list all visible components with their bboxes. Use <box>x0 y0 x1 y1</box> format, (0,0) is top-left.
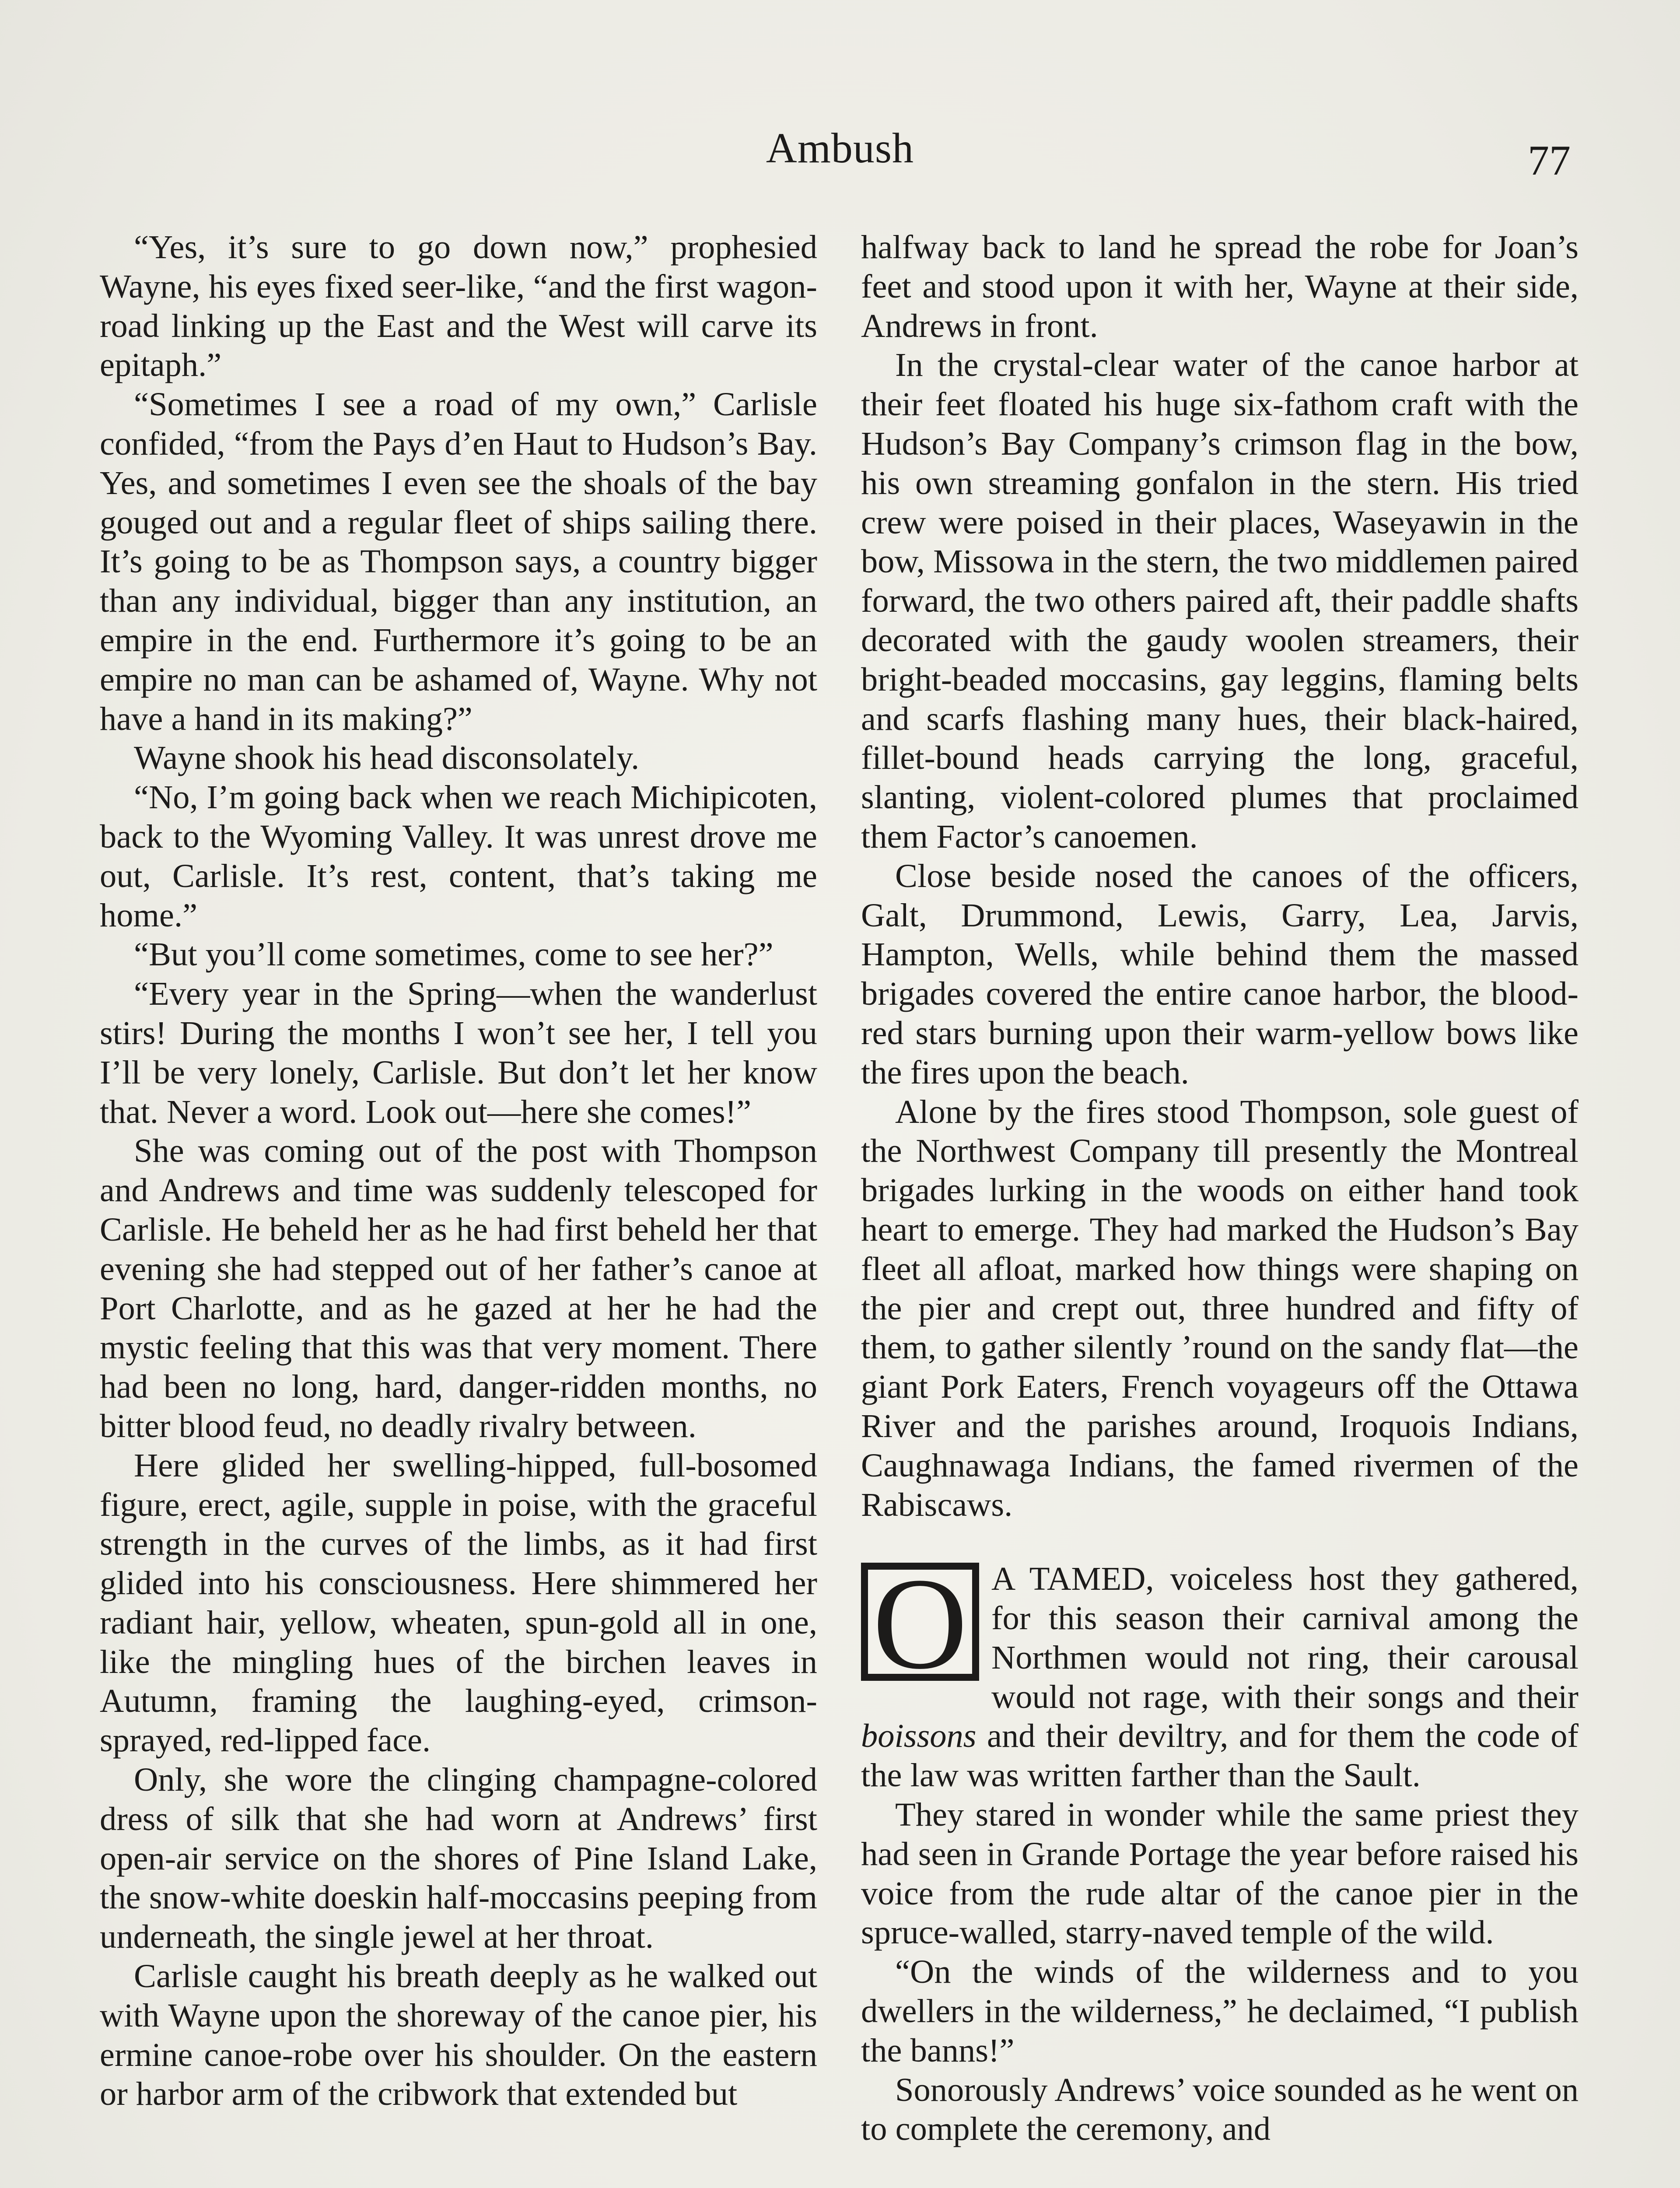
drop-cap-paragraph-text: A TAMED, voiceless host they gathered, for this season their carnival among the Northmen would not ring, their carousal would not rage, with their songs and their <box>991 1560 1578 1715</box>
paragraph: “Sometimes I see a road of my own,” Carlisle confided, “from the Pays d’en Haut to Hudson’s Bay. Yes, and sometimes I even see the shoals of the bay gouged out and a regular fleet of ships sailing there. It’s going to be as Thompson says, a country bigger than any individual, bigger than any institution, an empire in the end. Furthermore it’s going to be an empire no man can be ashamed of, Wayne. Why not have a hand in its making?” <box>100 386 817 737</box>
paragraph: “No, I’m going back when we reach Michipicoten, back to the Wyoming Valley. It was unrest drove me out, Carlisle. It’s rest, content, that’s taking me home.” <box>100 778 817 934</box>
right-column <box>861 228 1578 2149</box>
drop-cap <box>861 1551 979 1697</box>
running-title: Ambush <box>766 125 914 172</box>
paragraph: Close beside nosed the canoes of the officers, Galt, Drummond, Lewis, Garry, Lea, Jarvis, Hampton, Wells, while behind them the massed brigades covered the entire canoe harbor, the blood-red stars burning upon their warm-yellow bows like the fires upon the beach. <box>861 857 1578 1091</box>
drop-cap-paragraph-text: and their deviltry, and for them the code of the law was written farther than the Sault. <box>861 1717 1578 1794</box>
paragraph: “Every year in the Spring—when the wanderlust stirs! During the months I won’t see her, I tell you I’ll be very lonely, Carlisle. But don’t let her know that. Never a word. Look out—here she comes!” <box>100 975 817 1130</box>
paragraph: Here glided her swelling-hipped, full-bosomed figure, erect, agile, supple in poise, with the graceful strength in the curves of the limbs, as it had first glided into his consciousness. Here shimmered her radiant hair, yellow, wheaten, spun-gold all in one, like the mingling hues of the birchen leaves in Autumn, framing the laughing-eyed, crimson-sprayed, red-lipped face. <box>100 1446 817 1759</box>
paragraph: Only, she wore the clinging champagne-colored dress of silk that she had worn at Andrews’ first open-air service on the shores of Pine Island Lake, the snow-white doeskin half-moccasins peeping from underneath, the single jewel at her throat. <box>100 1761 817 1956</box>
paragraph: They stared in wonder while the same priest they had seen in Grande Portage the year before raised his voice from the rude altar of the canoe pier in the spruce-walled, starry-naved temple of the wild. <box>861 1796 1578 1951</box>
paragraph: Wayne shook his head disconsolately. <box>134 739 640 777</box>
paragraph: “But you’ll come sometimes, come to see her?” <box>134 936 774 973</box>
paragraph: In the crystal-clear water of the canoe harbor at their feet floated his huge six-fathom craft with the Hudson’s Bay Company’s crimson flag in the bow, his own streaming gonfalon in the stern. His tried crew were poised in their places, Waseyawin in the bow, Missowa in the stern, the two middlemen paired forward, the two others paired aft, their paddle shafts decorated with the gaudy woolen streamers, their bright-beaded moccasins, gay leggins, flaming belts and scarfs flashing many hues, their black-haired, fillet-bound heads carrying the long, graceful, slanting, violent-colored plumes that proclaimed them Factor’s canoemen. <box>861 346 1578 855</box>
paragraph: Sonorously Andrews’ voice sounded as he went on to complete the ceremony, and <box>861 2071 1578 2148</box>
paragraph: “Yes, it’s sure to go down now,” prophesied Wayne, his eyes fixed seer-like, “and the first wagon-road linking up the East and the West will carve its epitaph.” <box>100 228 817 384</box>
drop-cap-letter: O <box>872 1551 968 1697</box>
section-opening <box>861 1551 1578 1795</box>
paragraph: Alone by the fires stood Thompson, sole guest of the Northwest Company till presently the Montreal brigades lurking in the woods on either hand took heart to emerge. They had marked the Hudson’s Bay fleet all afloat, marked how things were shaping on the pier and crept out, three hundred and fifty of them, to gather silently ’round on the sandy flat—the giant Pork Eaters, French voyageurs off the Ottawa River and the parishes around, Iroquois Indians, Caughnawaga Indians, the famed rivermen of the Rabiscaws. <box>861 1093 1578 1523</box>
italic-word: boissons <box>861 1717 976 1755</box>
paragraph: “On the winds of the wilderness and to you dwellers in the wilderness,” he declaimed, “I publish the banns!” <box>861 1953 1578 2069</box>
left-column <box>100 228 817 2114</box>
paragraph: Carlisle caught his breath deeply as he walked out with Wayne upon the shoreway of the canoe pier, his ermine canoe-robe over his shoulder. On the eastern or harbor arm of the cribwork that extended but <box>100 1957 817 2113</box>
page-number: 77 <box>1528 137 1571 184</box>
continued-paragraph: halfway back to land he spread the robe for Joan’s feet and stood upon it with her, Wayne at their side, Andrews in front. <box>861 228 1578 344</box>
paragraph: She was coming out of the post with Thompson and Andrews and time was suddenly telescoped for Carlisle. He beheld her as he had first beheld her that evening she had stepped out of her father’s canoe at Port Charlotte, and as he gazed at her he had the mystic feeling that this was that very moment. There had been no long, hard, danger-ridden months, no bitter blood feud, no deadly rivalry between. <box>100 1132 817 1445</box>
